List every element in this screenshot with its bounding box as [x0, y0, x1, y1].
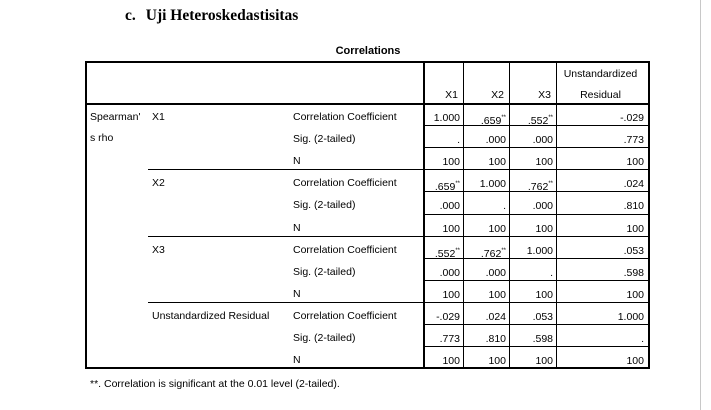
stub-divider — [423, 61, 425, 369]
table-cell-value: . — [550, 266, 553, 279]
correlations-table — [85, 61, 650, 369]
row-separator — [424, 324, 650, 325]
table-caption: Correlations — [335, 45, 401, 57]
row-separator — [424, 258, 650, 259]
table-cell-value: 1.000 — [526, 244, 553, 257]
significance-marker: ** — [455, 247, 460, 254]
row-variable-label: X2 — [152, 177, 165, 190]
column-divider — [509, 61, 510, 369]
row-separator — [424, 346, 650, 347]
table-border-bottom — [85, 367, 650, 369]
row-statistic-label: N — [293, 221, 301, 234]
table-cell-value: .053 — [623, 244, 644, 257]
table-cell-value: 100 — [442, 288, 460, 301]
row-group-label: s rho — [90, 132, 114, 144]
row-variable-label: Unstandardized Residual — [152, 309, 270, 322]
row-statistic-label: Correlation Coefficient — [293, 111, 397, 123]
table-cell-value: .552** — [527, 115, 553, 127]
column-divider — [463, 61, 464, 369]
significance-marker: ** — [455, 181, 460, 188]
table-cell-value: 100 — [442, 355, 460, 368]
table-cell-value: .000 — [439, 200, 460, 213]
column-header: Residual — [580, 89, 621, 101]
section-separator — [148, 169, 650, 170]
row-statistic-label: N — [293, 354, 301, 367]
table-cell-value: 100 — [535, 222, 553, 235]
row-statistic-label: Sig. (2-tailed) — [293, 133, 356, 146]
table-cell-value: .000 — [532, 134, 553, 147]
table-cell-value: -.029 — [620, 112, 644, 124]
table-border-left — [85, 61, 87, 369]
table-cell-value: .000 — [485, 134, 506, 147]
table-border-top — [85, 61, 650, 63]
table-cell-value: 100 — [535, 355, 553, 368]
row-statistic-label: N — [293, 287, 301, 300]
row-statistic-label: N — [293, 155, 301, 168]
row-separator — [424, 191, 650, 192]
table-cell-value: .053 — [532, 310, 553, 323]
table-cell-value: .762** — [480, 247, 506, 260]
column-header: X1 — [445, 89, 458, 101]
row-group-label: Spearman' — [90, 111, 141, 123]
table-cell-value: .552** — [434, 247, 460, 260]
row-separator — [424, 214, 650, 215]
section-separator — [148, 302, 650, 303]
table-cell-value: .810 — [623, 200, 644, 213]
table-cell-value: .024 — [623, 178, 644, 191]
table-footnote: **. Correlation is significant at the 0.01 level (2-tailed). — [90, 378, 340, 390]
section-title: Uji Heteroskedastisitas — [145, 7, 299, 24]
table-cell-value: 100 — [535, 156, 553, 169]
table-cell-value: .000 — [532, 200, 553, 213]
column-divider — [556, 61, 557, 369]
row-variable-label: X1 — [152, 111, 165, 123]
significance-marker: ** — [501, 115, 506, 121]
row-statistic-label: Sig. (2-tailed) — [293, 265, 356, 278]
row-statistic-label: Sig. (2-tailed) — [293, 332, 356, 344]
table-cell-value: 100 — [488, 222, 506, 235]
table-cell-value: 100 — [626, 355, 644, 368]
table-border-right — [648, 61, 650, 369]
row-statistic-label: Sig. (2-tailed) — [293, 199, 356, 212]
row-statistic-label: Correlation Coefficient — [293, 309, 397, 322]
table-cell-value: .000 — [485, 266, 506, 279]
table-cell-value: 1.000 — [479, 178, 506, 191]
table-cell-value: 1.000 — [617, 310, 644, 323]
row-statistic-label: Correlation Coefficient — [293, 243, 397, 256]
table-cell-value: 100 — [535, 288, 553, 301]
table-cell-value: 100 — [626, 222, 644, 235]
table-cell-value: . — [503, 200, 506, 213]
table-cell-value: 100 — [488, 288, 506, 301]
table-cell-value: .773 — [623, 134, 644, 147]
table-cell-value: 100 — [626, 156, 644, 169]
section-heading — [125, 7, 298, 25]
section-number: c. — [125, 7, 136, 24]
header-separator — [85, 103, 650, 105]
table-cell-value: -.029 — [436, 310, 460, 323]
table-cell-value: 100 — [488, 156, 506, 169]
page-edge-line — [700, 0, 701, 410]
table-cell-value: . — [641, 333, 644, 345]
significance-marker: ** — [501, 247, 506, 254]
significance-marker: ** — [548, 115, 553, 121]
row-separator — [424, 147, 650, 148]
table-cell-value: .773 — [439, 333, 460, 345]
row-variable-label: X3 — [152, 243, 165, 256]
column-header: X2 — [491, 89, 504, 101]
table-cell-value: 100 — [488, 355, 506, 368]
table-cell-value: .024 — [485, 310, 506, 323]
row-statistic-label: Correlation Coefficient — [293, 177, 397, 190]
significance-marker: ** — [548, 181, 553, 188]
table-cell-value: 100 — [626, 288, 644, 301]
table-cell-value: .598 — [532, 333, 553, 345]
section-separator — [148, 236, 650, 237]
table-cell-value: . — [457, 134, 460, 147]
table-cell-value: .659** — [480, 115, 506, 127]
table-cell-value: 100 — [442, 222, 460, 235]
table-cell-value: .762** — [527, 181, 553, 194]
column-header: X3 — [538, 89, 551, 101]
table-cell-value: .810 — [485, 333, 506, 345]
table-cell-value: 1.000 — [433, 112, 460, 124]
column-header: Unstandardized — [563, 68, 638, 80]
row-separator — [424, 280, 650, 281]
table-cell-value: .659** — [434, 181, 460, 194]
table-cell-value: 100 — [442, 156, 460, 169]
row-separator — [424, 125, 650, 126]
table-cell-value: .598 — [623, 266, 644, 279]
table-cell-value: .000 — [439, 266, 460, 279]
